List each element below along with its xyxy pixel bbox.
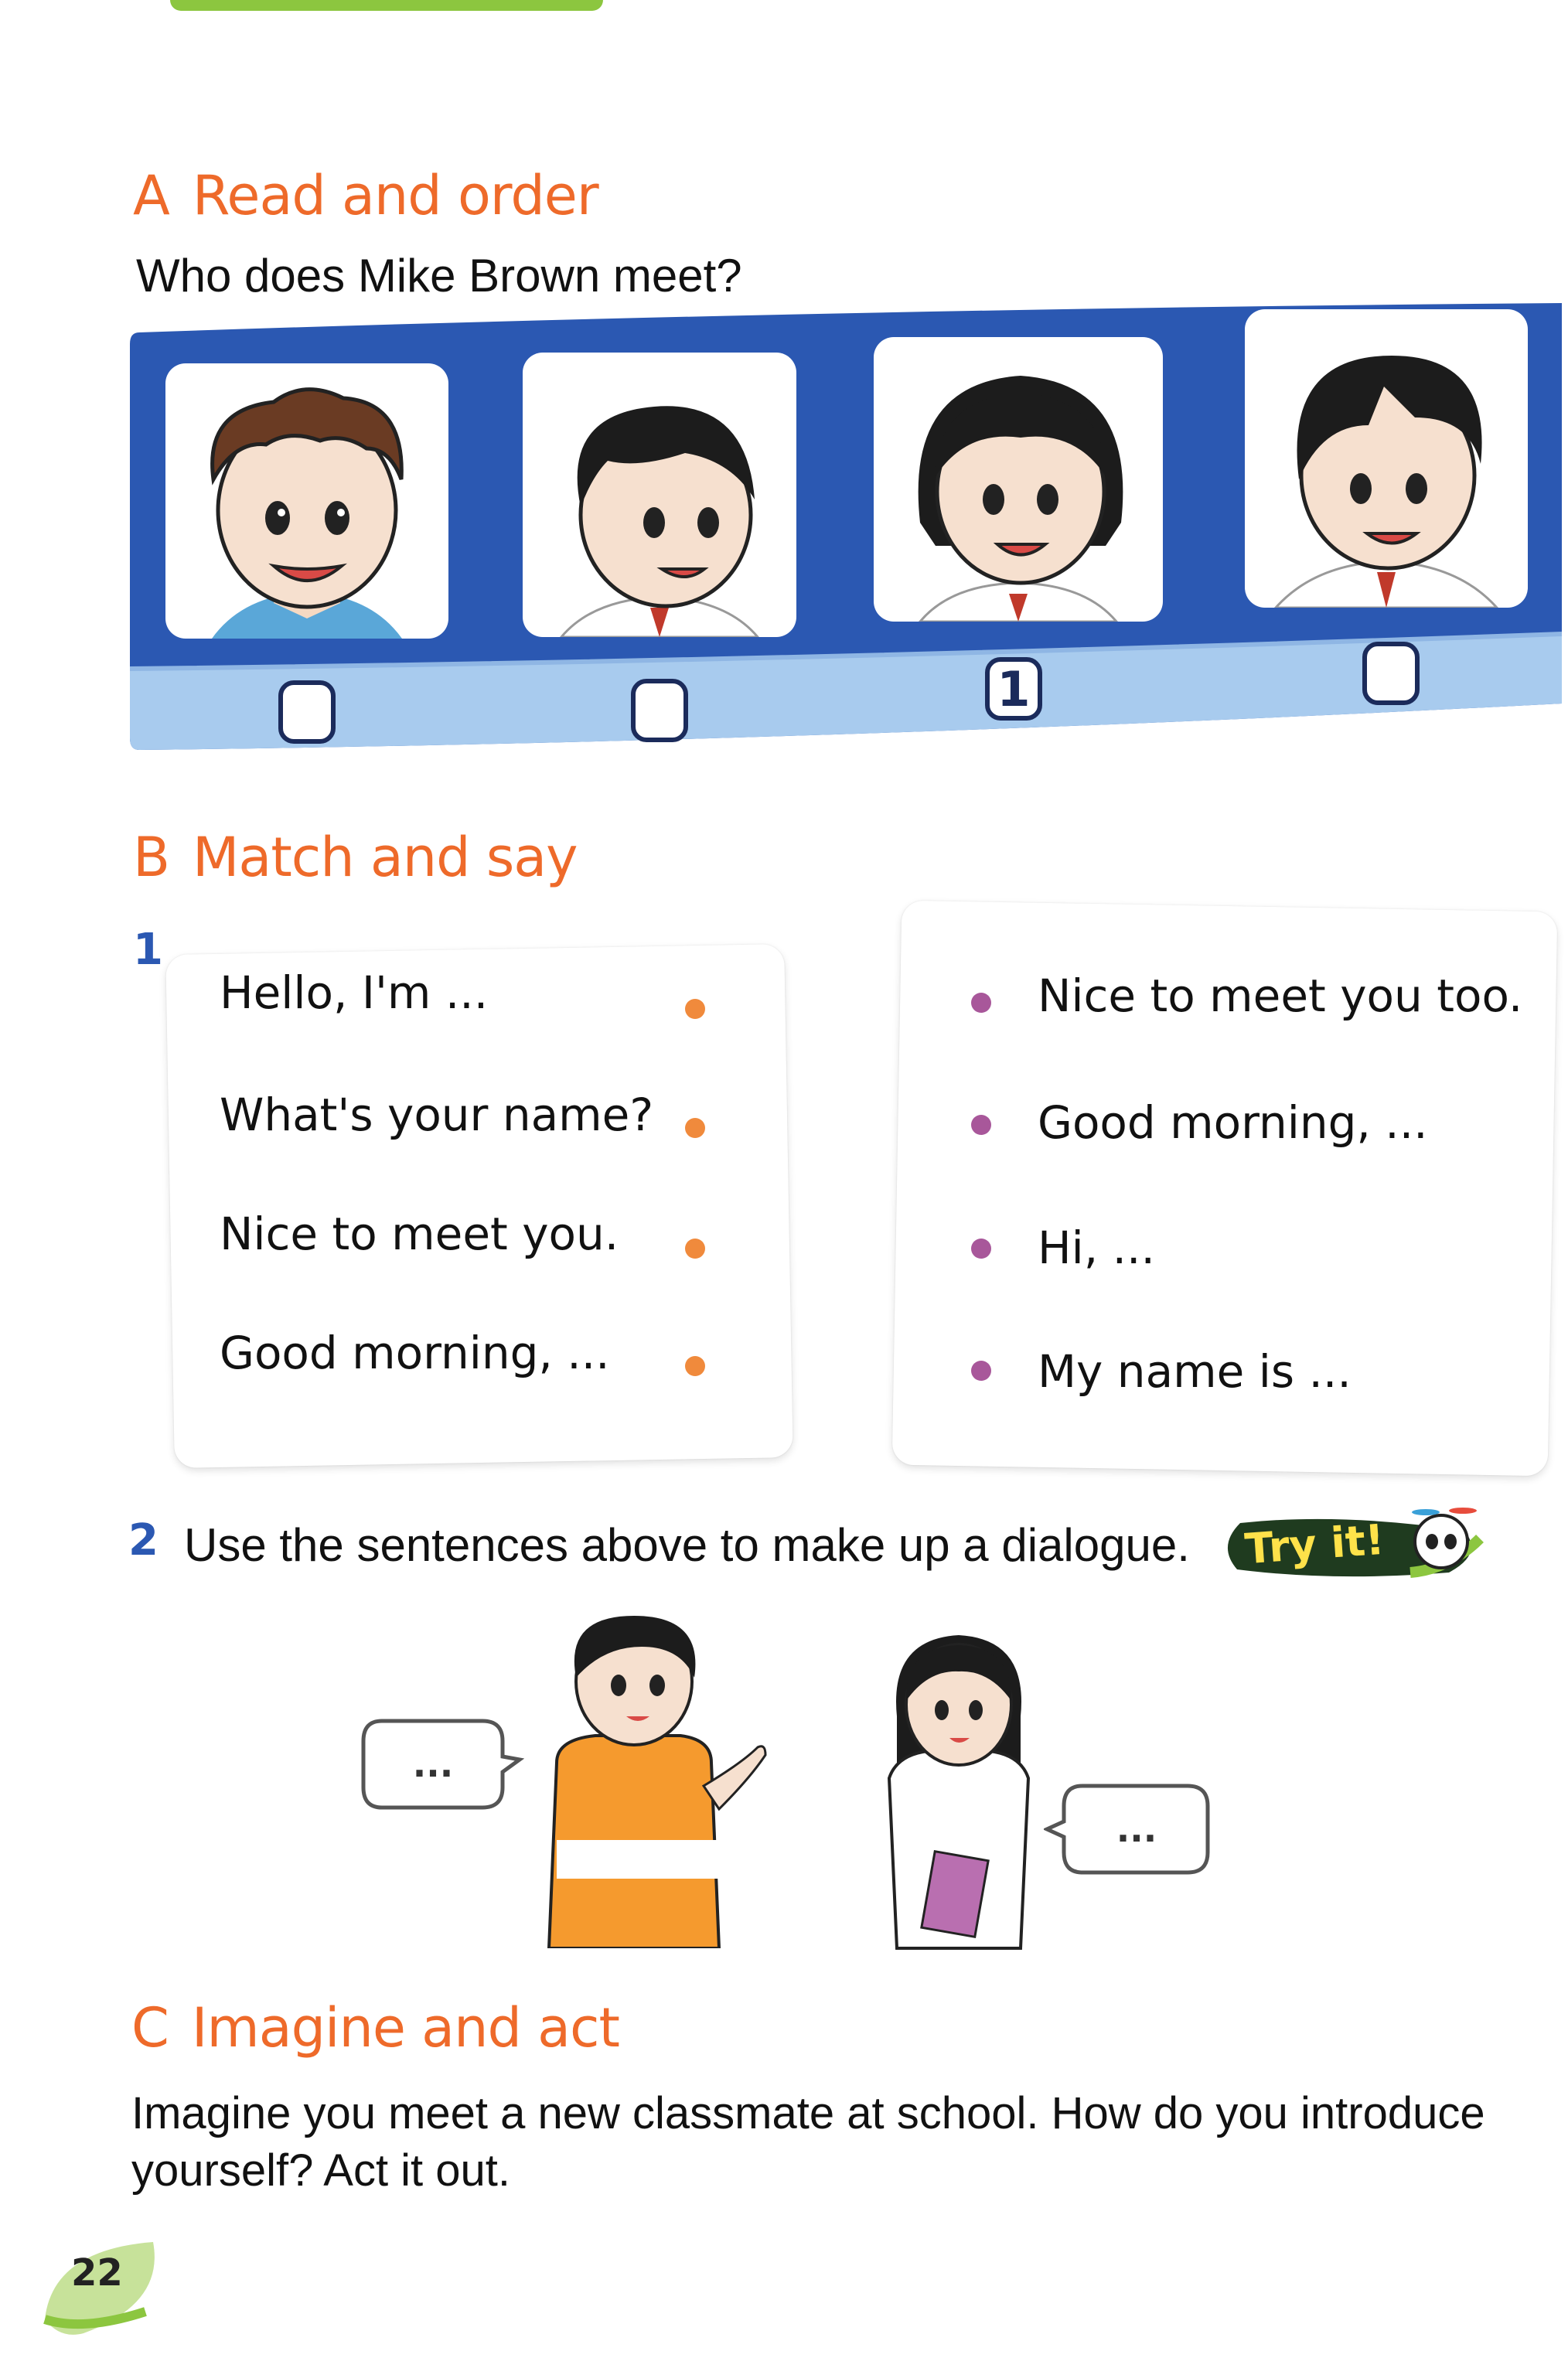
section-a-title [133, 164, 598, 227]
girl-portrait [874, 337, 1163, 622]
speech-bubble-right [1044, 1778, 1214, 1879]
top-green-tab [170, 0, 603, 11]
part-2-instruction: Use the sentences above to make up a dialogue. [184, 1519, 1190, 1571]
left-match-dot-2[interactable] [685, 1118, 705, 1138]
order-box-4[interactable] [1362, 642, 1420, 705]
section-a-title-text: Read and order [192, 164, 598, 227]
part-2-number: 2 [128, 1515, 159, 1566]
portrait-frame-4 [1245, 309, 1528, 608]
try-it-label: Try it! [1243, 1515, 1386, 1574]
section-c-title-text: Imagine and act [191, 1996, 619, 2060]
order-box-3[interactable]: 1 [985, 657, 1042, 721]
right-item-4: My name is ... [1038, 1345, 1352, 1398]
left-item-3: Nice to meet you. [220, 1208, 619, 1260]
speech-bubble-left [359, 1713, 524, 1814]
right-match-dot-3[interactable] [971, 1239, 991, 1259]
section-b-letter: B [133, 826, 170, 889]
left-match-dot-1[interactable] [685, 999, 705, 1019]
left-match-dot-4[interactable] [685, 1356, 705, 1376]
left-item-2: What's your name? [220, 1089, 654, 1141]
section-c-letter: C [131, 1996, 169, 2060]
portrait-frame-2 [523, 353, 796, 637]
boy-portrait [523, 353, 796, 637]
section-a-question: Who does Mike Brown meet? [136, 250, 742, 302]
right-item-2: Good morning, ... [1038, 1096, 1428, 1149]
boy-portrait-2 [1245, 309, 1528, 608]
portrait-frame-1 [165, 363, 448, 639]
section-b-title [133, 826, 578, 889]
curly-hair-boy-portrait [165, 363, 448, 639]
left-match-dot-3[interactable] [685, 1239, 705, 1259]
part-1-number: 1 [133, 925, 163, 975]
section-a-letter: A [133, 164, 169, 227]
page-number: 22 [71, 2251, 123, 2295]
portrait-frame-3 [874, 337, 1163, 622]
left-item-1: Hello, I'm ... [220, 966, 489, 1019]
right-item-1: Nice to meet you too. [1038, 969, 1523, 1022]
section-b-title-text: Match and say [193, 826, 578, 889]
try-it-badge [1217, 1508, 1495, 1585]
right-match-dot-4[interactable] [971, 1361, 991, 1381]
order-box-1[interactable] [278, 680, 336, 744]
section-c-title [131, 1996, 619, 2060]
right-item-3: Hi, ... [1038, 1222, 1155, 1274]
right-match-dot-1[interactable] [971, 993, 991, 1013]
left-item-4: Good morning, ... [220, 1327, 610, 1379]
order-box-2[interactable] [631, 679, 688, 742]
boy-in-orange-shirt-illustration [510, 1608, 773, 1948]
section-c-text-line-1: Imagine you meet a new classmate at school. How do you introduce [131, 2088, 1485, 2138]
section-c-text-line-2: yourself? Act it out. [131, 2145, 511, 2196]
speech-bubble-left-text: ... [412, 1743, 454, 1785]
girl-with-book-illustration [866, 1624, 1052, 1964]
speech-bubble-right-text: ... [1116, 1808, 1157, 1850]
left-sentence-card [165, 944, 793, 1468]
right-match-dot-2[interactable] [971, 1115, 991, 1135]
